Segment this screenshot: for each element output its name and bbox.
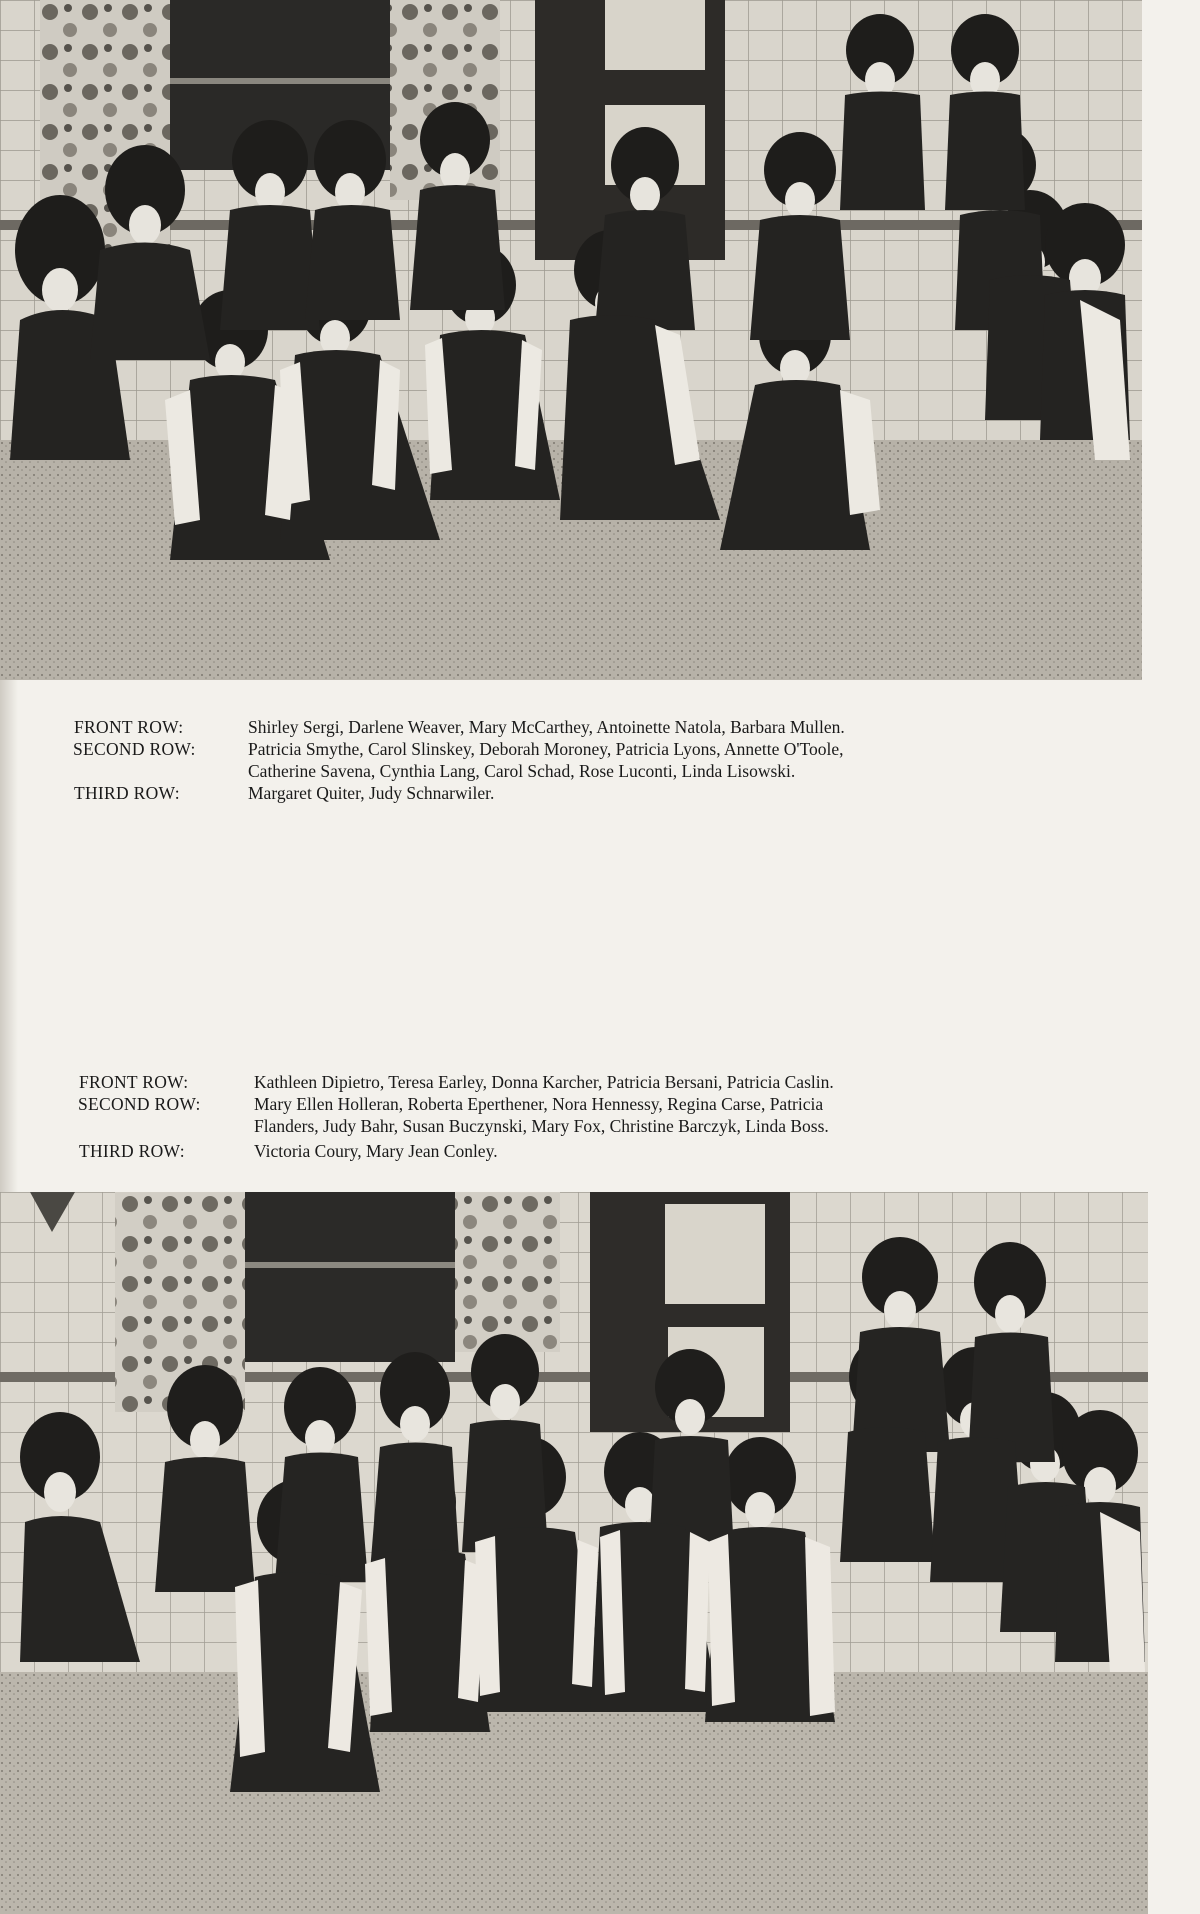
row-names: Flanders, Judy Bahr, Susan Buczynski, Mary Fox, Christine Barczyk, Linda Boss. bbox=[254, 1116, 829, 1136]
row-label: THIRD ROW: bbox=[79, 1141, 185, 1161]
row-names: Victoria Coury, Mary Jean Conley. bbox=[254, 1141, 498, 1161]
caption-bottom bbox=[79, 1071, 1099, 1171]
group-photo-bottom bbox=[0, 1192, 1148, 1914]
caption-top bbox=[74, 716, 1094, 806]
row-label: SECOND ROW: bbox=[73, 739, 196, 759]
group-photo-top bbox=[0, 0, 1142, 680]
row-names: Mary Ellen Holleran, Roberta Eperthener, Nora Hennessy, Regina Carse, Patricia bbox=[254, 1094, 824, 1114]
group-photo-icon bbox=[0, 0, 1142, 680]
row-label: FRONT ROW: bbox=[74, 717, 184, 737]
row-names: Patricia Smythe, Carol Slinskey, Deborah Moroney, Patricia Lyons, Annette O'Toole, bbox=[248, 739, 844, 759]
row-names: Catherine Savena, Cynthia Lang, Carol Schad, Rose Luconti, Linda Lisowski. bbox=[248, 761, 796, 781]
row-names: Shirley Sergi, Darlene Weaver, Mary McCarthey, Antoinette Natola, Barbara Mullen. bbox=[248, 717, 845, 737]
row-label: THIRD ROW: bbox=[74, 783, 180, 803]
row-label: SECOND ROW: bbox=[78, 1094, 201, 1114]
row-names: Kathleen Dipietro, Teresa Earley, Donna Karcher, Patricia Bersani, Patricia Caslin. bbox=[254, 1072, 834, 1092]
row-label: FRONT ROW: bbox=[79, 1072, 189, 1092]
group-photo-icon bbox=[0, 1192, 1148, 1914]
row-names: Margaret Quiter, Judy Schnarwiler. bbox=[248, 783, 495, 803]
